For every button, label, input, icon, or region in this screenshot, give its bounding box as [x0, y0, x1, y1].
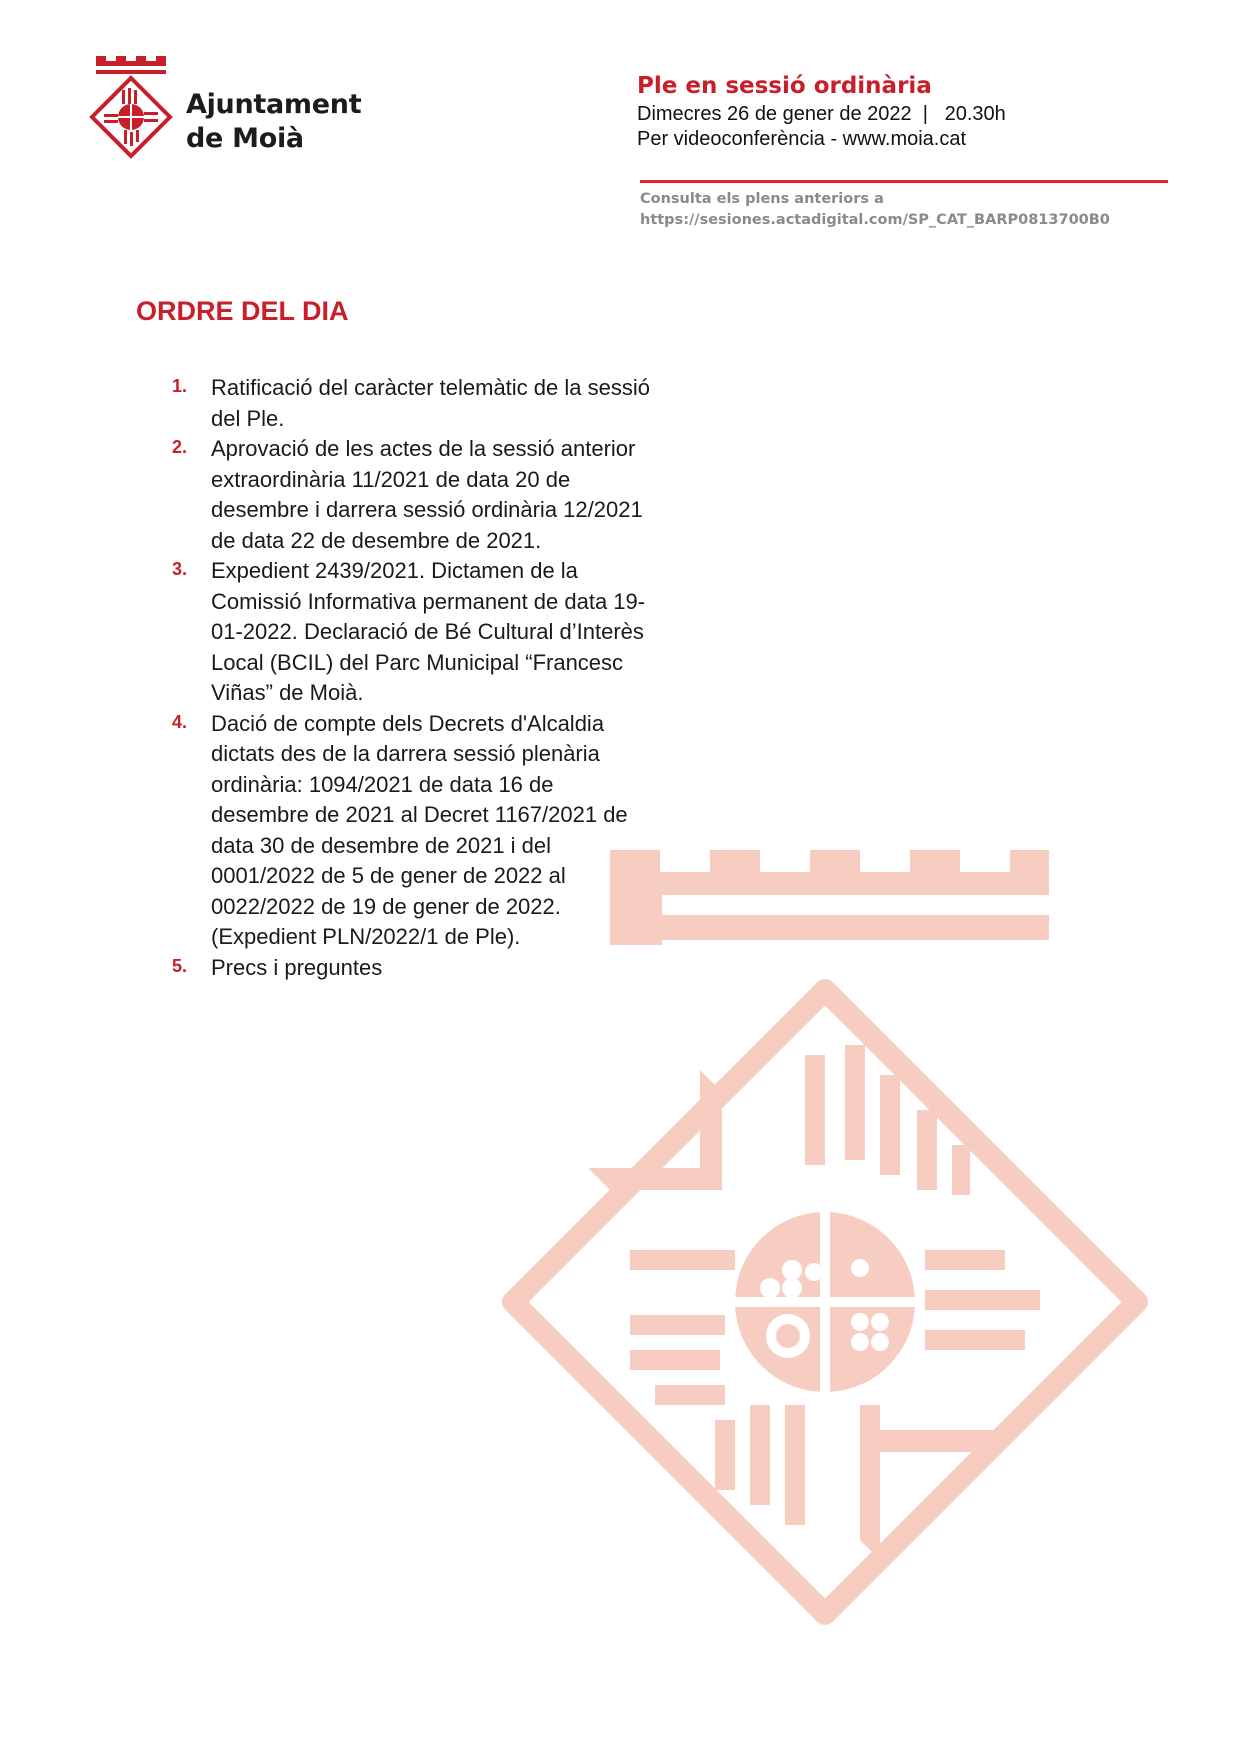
- agenda-heading: ORDRE DEL DIA: [136, 296, 349, 326]
- previous-sessions-note: [640, 189, 1110, 231]
- previous-sessions-label: Consulta els plens anteriors a: [640, 191, 884, 207]
- agenda-item-text: Expedient 2439/2021. Dictamen de la Comissió Informativa permanent de data 19-01-2022. Declaració de Bé Cultural d’Interès Local (BCIL) del Parc Municipal “Francesc Viñas” de Moià.: [211, 558, 646, 705]
- agenda-item-number: 1.: [172, 376, 188, 396]
- agenda-item: [172, 373, 652, 434]
- agenda-item: [172, 434, 652, 556]
- agenda-item: [172, 953, 652, 984]
- session-date: Dimecres 26 de gener de 2022 | 20.30h: [637, 103, 1006, 125]
- org-name-line1: Ajuntament: [186, 89, 362, 120]
- agenda-item-text: Precs i preguntes: [211, 954, 383, 980]
- header-divider: [640, 180, 1168, 183]
- moia-logo-icon: [82, 56, 182, 176]
- agenda-item-number: 3.: [172, 559, 188, 579]
- agenda-list: [172, 373, 652, 983]
- agenda-item-text: Dació de compte dels Decrets d'Alcaldia dictats des de la darrera sessió plenària ordinària: 1094/2021 de data 16 de desembre de 2021 al Decret 1167/2021 de data 30 de desembre de 2021 i del 0001/2022 de 5 de gener de 2022 al 0022/2022 de 19 de gener de 2022. (Expedient PLN/2022/1 de Ple).: [211, 710, 628, 949]
- agenda-item-number: 2.: [172, 437, 188, 457]
- agenda-item: [172, 709, 652, 953]
- session-info: [637, 70, 1006, 152]
- agenda-item: [172, 556, 652, 709]
- session-venue: Per videoconferència - www.moia.cat: [637, 128, 967, 150]
- agenda-item-number: 4.: [172, 711, 188, 732]
- agenda-item-number: 5.: [172, 955, 188, 976]
- org-name-line2: de Moià: [186, 123, 304, 154]
- org-name: [186, 88, 361, 156]
- agenda-item-text: Aprovació de les actes de la sessió anterior extraordinària 11/2021 de data 20 de desembre i darrera sessió ordinària 12/2021 de data 22 de desembre de 2021.: [211, 436, 643, 553]
- agenda-item-text: Ratificació del caràcter telemàtic de la sessió del Ple.: [211, 375, 650, 431]
- previous-sessions-link[interactable]: https://sesiones.actadigital.com/SP_CAT_BARP0813700B0: [640, 212, 1110, 228]
- session-title: Ple en sessió ordinària: [637, 73, 932, 99]
